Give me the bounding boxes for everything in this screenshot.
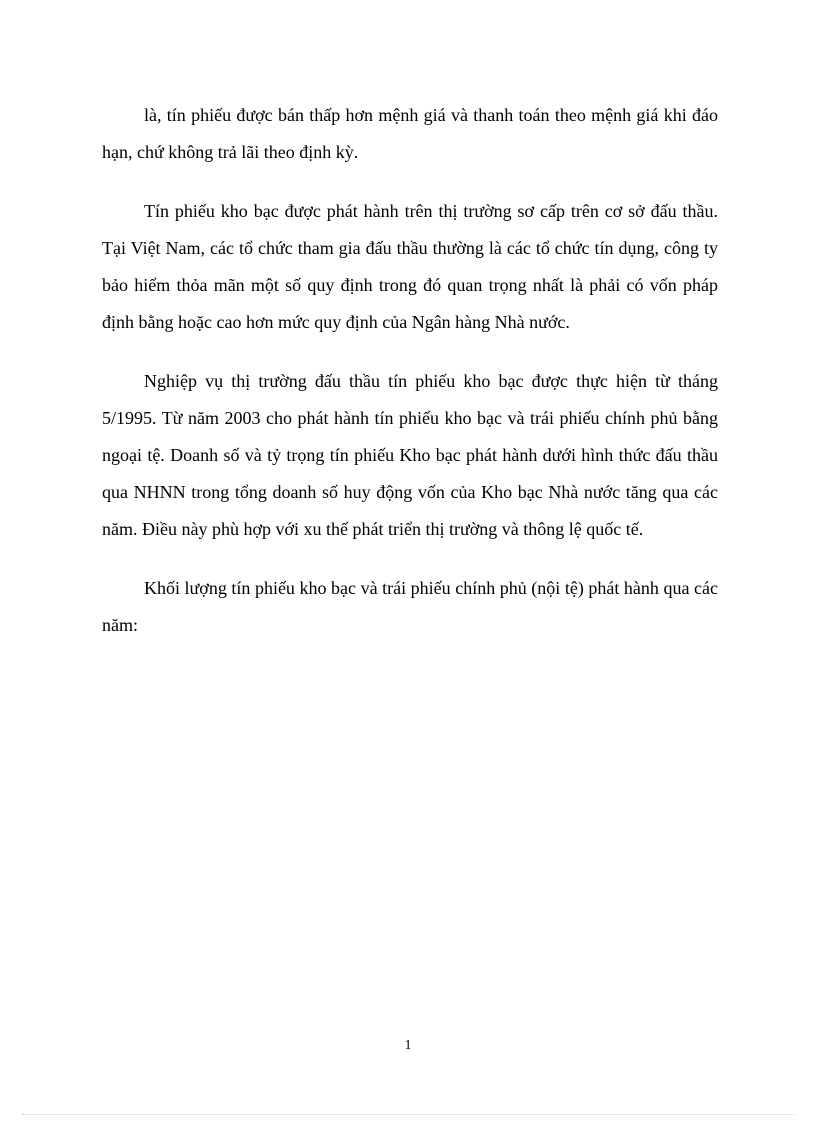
paragraph-auction-operations: Nghiệp vụ thị trường đấu thầu tín phiếu kho bạc được thực hiện từ tháng 5/1995. Từ năm 2003 cho phát hành tín phiếu kho bạc và trái phiếu chính phủ bằng ngoại tệ. Doanh số và tỷ trọng tín phiếu Kho bạc phát hành dưới hình thức đấu thầu qua NHNN trong tổng doanh số huy động vốn của Kho bạc Nhà nước tăng qua các năm. Điều này phù hợp với xu thế phát triển thị trường và thông lệ quốc tế. [102, 371, 718, 539]
body-text [102, 97, 718, 666]
paragraph-treasury-bills-issuance: Tín phiếu kho bạc được phát hành trên thị trường sơ cấp trên cơ sở đấu thầu. Tại Việt Nam, các tổ chức tham gia đấu thầu thường là các tổ chức tín dụng, công ty bảo hiểm thỏa mãn một số quy định trong đó quan trọng nhất là phải có vốn pháp định bằng hoặc cao hơn mức quy định của Ngân hàng Nhà nước. [102, 201, 718, 332]
page-bottom-divider [22, 1114, 794, 1115]
paragraph-continuation: là, tín phiếu được bán thấp hơn mệnh giá và thanh toán theo mệnh giá khi đáo hạn, chứ không trả lãi theo định kỳ. [102, 105, 718, 162]
paragraph-issuance-volume: Khối lượng tín phiếu kho bạc và trái phiếu chính phủ (nội tệ) phát hành qua các năm: [102, 578, 718, 635]
page-number: 1 [404, 1038, 412, 1053]
